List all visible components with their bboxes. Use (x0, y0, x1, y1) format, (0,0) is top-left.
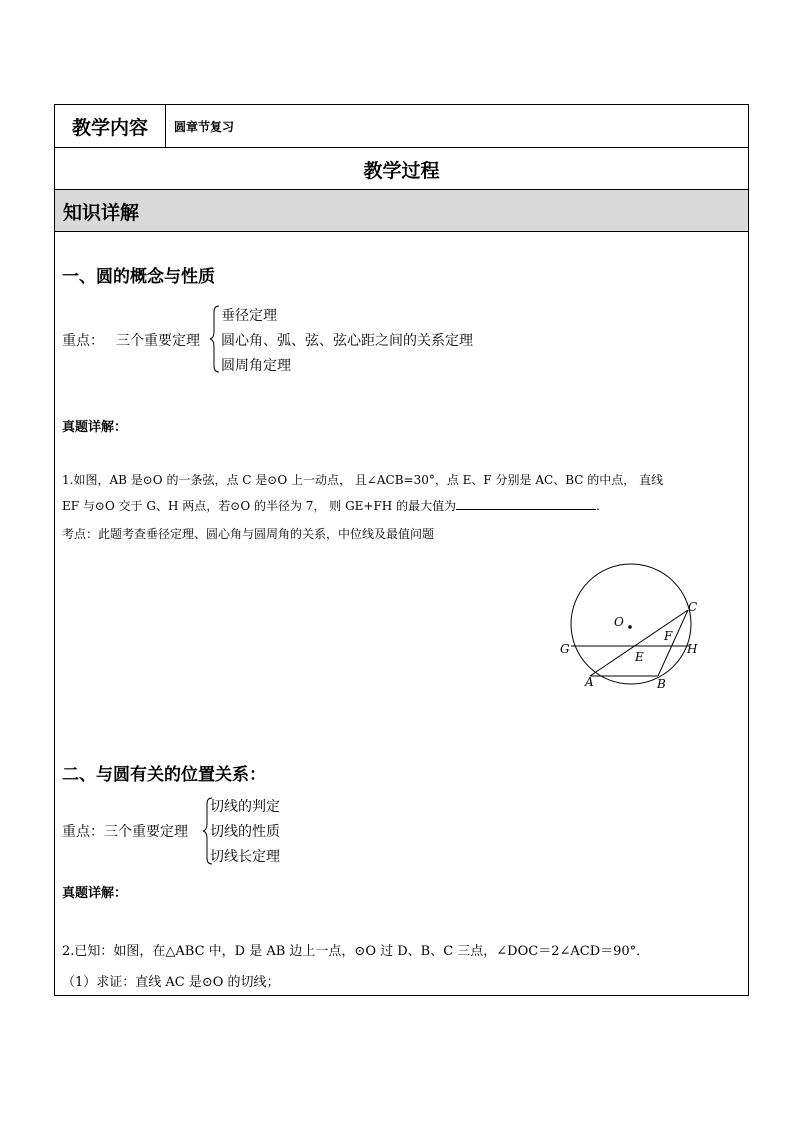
section2-heading: 二、与圆有关的位置关系： (62, 765, 266, 785)
section2-key-lead: 重点：三个重要定理 (62, 824, 188, 840)
header-row (55, 105, 748, 148)
label-c: C (688, 600, 698, 614)
section1-heading: 一、圆的概念与性质 (62, 267, 215, 287)
content-label: 教学内容 (55, 105, 166, 147)
process-title: 教学过程 (363, 159, 440, 182)
circle-figure (555, 560, 705, 695)
section1-theorem-3: 圆周角定理 (221, 358, 291, 374)
problem2-line2: （1）求证：直线 AC 是⊙O 的切线； (62, 975, 280, 990)
answer-blank[interactable] (456, 497, 596, 510)
problem1-line2-text: EF 与⊙O 交于 G、H 两点，若⊙O 的半径为 7， 则 GE+FH 的最大值为 (62, 499, 457, 513)
label-a: A (585, 675, 594, 689)
knowledge-title: 知识详解 (63, 201, 140, 224)
label-b: B (657, 677, 666, 691)
section2-theorem-3: 切线长定理 (210, 849, 280, 865)
center-dot (628, 625, 632, 629)
section1-theorem-1: 垂径定理 (221, 308, 277, 324)
problem1-line2 (62, 497, 600, 514)
label-f: F (664, 629, 673, 643)
content-value: 圆章节复习 (174, 119, 235, 134)
label-h: H (687, 642, 698, 656)
section1-brace (209, 304, 221, 374)
section2-theorem-1: 切线的判定 (210, 799, 280, 815)
lesson-table (54, 104, 749, 996)
label-e: E (635, 650, 644, 664)
section1-key-lead: 三个重要定理 (116, 333, 200, 349)
problem2-line1: 2.已知：如图，在△ABC 中，D 是 AB 边上一点，⊙O 过 D、B、C 三点，∠DOC＝2∠ACD＝90°． (62, 944, 650, 959)
problem1-kaodian: 考点：此题考查垂径定理、圆心角与圆周角的关系，中位线及最值问题 (62, 527, 435, 541)
section2-theorem-2: 切线的性质 (210, 824, 280, 840)
label-g: G (560, 642, 570, 656)
knowledge-band (55, 190, 748, 232)
section2-exam-heading: 真题详解： (62, 886, 128, 901)
section1-key-prefix: 重点： (62, 333, 104, 349)
problem1-line1: 1.如图，AB 是⊙O 的一条弦，点 C 是⊙O 上一动点， 且∠ACB=30°，点 E、F 分别是 AC、BC 的中点， 直线 (62, 473, 664, 487)
section1-exam-heading: 真题详解： (62, 420, 128, 435)
section1-theorem-2: 圆心角、弧、弦、弦心距之间的关系定理 (221, 333, 473, 349)
problem1-end: . (596, 499, 600, 513)
circle-o (571, 564, 691, 684)
label-o: O (614, 615, 624, 629)
process-row (55, 148, 748, 190)
